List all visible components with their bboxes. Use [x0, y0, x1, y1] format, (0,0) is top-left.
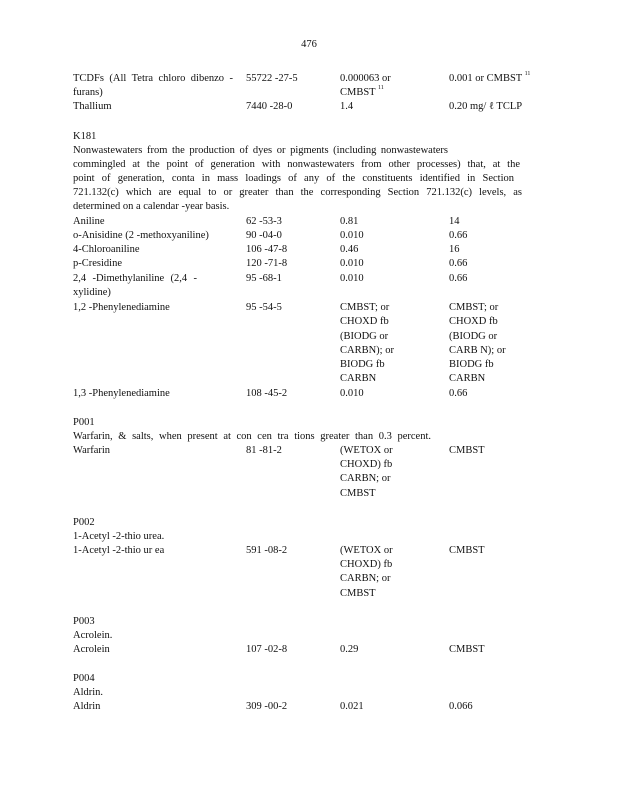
phenylenediamine-12-wastewater: BIODG fb — [340, 359, 385, 370]
k181-desc-line2: commingled at the point of generation with nonwastewaters from other processes) that, at the — [73, 159, 520, 170]
dimethylaniline-nonwastewater: 0.66 — [449, 273, 468, 284]
warfarin-name: Warfarin — [73, 445, 111, 456]
chloroaniline-cas: 106 -47-8 — [246, 244, 288, 255]
k181-desc-line3: point of generation, conta in mass loadings of any of the constituents identified in Section — [73, 173, 514, 184]
thallium-name: Thallium — [73, 101, 112, 112]
thallium-nonwastewater: 0.20 mg/ ℓ TCLP — [449, 101, 523, 112]
p003-heading: P003 — [73, 616, 95, 627]
tcdf-cas: 55722 -27-5 — [246, 73, 298, 84]
page-number: 476 — [301, 39, 317, 50]
phenylenediamine-12-cas: 95 -54-5 — [246, 302, 282, 313]
aniline-wastewater: 0.81 — [340, 216, 359, 227]
k181-desc-line5: determined on a calendar -year basis. — [73, 201, 230, 212]
dimethylaniline-name-line2: xylidine) — [73, 287, 111, 298]
phenylenediamine-12-wastewater: (BIODG or — [340, 331, 389, 342]
acrolein-wastewater: 0.29 — [340, 644, 359, 655]
phenylenediamine-13-wastewater: 0.010 — [340, 388, 364, 399]
tcdf-wastewater-line1: 0.000063 or — [340, 73, 391, 84]
p-cresidine-wastewater: 0.010 — [340, 258, 364, 269]
warfarin-cas: 81 -81-2 — [246, 445, 282, 456]
p-cresidine-nonwastewater: 0.66 — [449, 258, 468, 269]
acrolein-nonwastewater: CMBST — [449, 644, 485, 655]
k181-desc-line1: Nonwastewaters from the production of dyes or pigments (including nonwastewaters — [73, 145, 448, 156]
footnote-ref: 11 — [378, 85, 384, 91]
dimethylaniline-name-line1: 2,4 -Dimethylaniline (2,4 - — [73, 273, 197, 284]
acetylthiourea-wastewater: (WETOX or — [340, 545, 393, 556]
phenylenediamine-12-nonwastewater: CHOXD fb — [449, 316, 498, 327]
acetylthiourea-cas: 591 -08-2 — [246, 545, 288, 556]
phenylenediamine-12-wastewater: CHOXD fb — [340, 316, 389, 327]
tcdf-wastewater-line2: CMBST $^{11}$ — [340, 85, 384, 98]
chloroaniline-wastewater: 0.46 — [340, 244, 359, 255]
aldrin-cas: 309 -00-2 — [246, 701, 288, 712]
warfarin-nonwastewater: CMBST — [449, 445, 485, 456]
tcdf-name-line2: furans) — [73, 87, 103, 98]
phenylenediamine-12-wastewater: CARBN); or — [340, 345, 394, 356]
p-cresidine-cas: 120 -71-8 — [246, 258, 288, 269]
o-anisidine-name: o-Anisidine (2 -methoxyaniline) — [73, 230, 209, 241]
acetylthiourea-nonwastewater: CMBST — [449, 545, 485, 556]
phenylenediamine-12-name: 1,2 -Phenylenediamine — [73, 302, 170, 313]
p002-desc: 1-Acetyl -2-thio urea. — [73, 531, 165, 542]
warfarin-wastewater: CMBST — [340, 488, 376, 499]
p002-heading: P002 — [73, 517, 95, 528]
warfarin-wastewater: CHOXD) fb — [340, 459, 393, 470]
p004-desc: Aldrin. — [73, 687, 104, 698]
chloroaniline-nonwastewater: 16 — [449, 244, 460, 255]
chloroaniline-name: 4-Chloroaniline — [73, 244, 140, 255]
o-anisidine-cas: 90 -04-0 — [246, 230, 282, 241]
aniline-cas: 62 -53-3 — [246, 216, 282, 227]
dimethylaniline-wastewater: 0.010 — [340, 273, 364, 284]
p-cresidine-name: p-Cresidine — [73, 258, 122, 269]
phenylenediamine-13-name: 1,3 -Phenylenediamine — [73, 388, 170, 399]
acrolein-cas: 107 -02-8 — [246, 644, 288, 655]
aldrin-nonwastewater: 0.066 — [449, 701, 473, 712]
thallium-wastewater: 1.4 — [340, 101, 354, 112]
phenylenediamine-12-nonwastewater: BIODG fb — [449, 359, 494, 370]
aniline-nonwastewater: 14 — [449, 216, 460, 227]
p004-heading: P004 — [73, 673, 95, 684]
warfarin-wastewater: CARBN; or — [340, 473, 391, 484]
aniline-name: Aniline — [73, 216, 105, 227]
footnote-ref: 11 — [524, 71, 531, 77]
aldrin-wastewater: 0.021 — [340, 701, 364, 712]
aldrin-name: Aldrin — [73, 701, 101, 712]
p001-desc: Warfarin, & salts, when present at con cen tra tions greater than 0.3 percent. — [73, 431, 431, 442]
phenylenediamine-12-wastewater: CARBN — [340, 373, 377, 384]
phenylenediamine-12-nonwastewater: CARB N); or — [449, 345, 506, 356]
warfarin-wastewater: (WETOX or — [340, 445, 393, 456]
acrolein-name: Acrolein — [73, 644, 110, 655]
phenylenediamine-13-cas: 108 -45-2 — [246, 388, 288, 399]
k181-desc-line4: 721.132(c) which are equal to or greater than the corresponding Section 721.132(c) levels, as — [73, 187, 522, 198]
dimethylaniline-cas: 95 -68-1 — [246, 273, 282, 284]
o-anisidine-nonwastewater: 0.66 — [449, 230, 468, 241]
o-anisidine-wastewater: 0.010 — [340, 230, 364, 241]
phenylenediamine-12-wastewater: CMBST; or — [340, 302, 390, 313]
acetylthiourea-wastewater: CMBST — [340, 588, 376, 599]
tcdf-nonwastewater: 0.001 or CMBST $^{11}$ — [449, 71, 531, 84]
phenylenediamine-12-nonwastewater: CARBN — [449, 373, 486, 384]
k181-heading: K181 — [73, 131, 97, 142]
phenylenediamine-12-nonwastewater: (BIODG or — [449, 331, 498, 342]
p003-desc: Acrolein. — [73, 630, 113, 641]
acetylthiourea-wastewater: CARBN; or — [340, 573, 391, 584]
thallium-cas: 7440 -28-0 — [246, 101, 293, 112]
tcdf-name-line1: TCDFs (All Tetra chloro dibenzo - — [73, 73, 233, 84]
phenylenediamine-12-nonwastewater: CMBST; or — [449, 302, 499, 313]
p001-heading: P001 — [73, 417, 95, 428]
acetylthiourea-name: 1-Acetyl -2-thio ur ea — [73, 545, 165, 556]
acetylthiourea-wastewater: CHOXD) fb — [340, 559, 393, 570]
phenylenediamine-13-nonwastewater: 0.66 — [449, 388, 468, 399]
